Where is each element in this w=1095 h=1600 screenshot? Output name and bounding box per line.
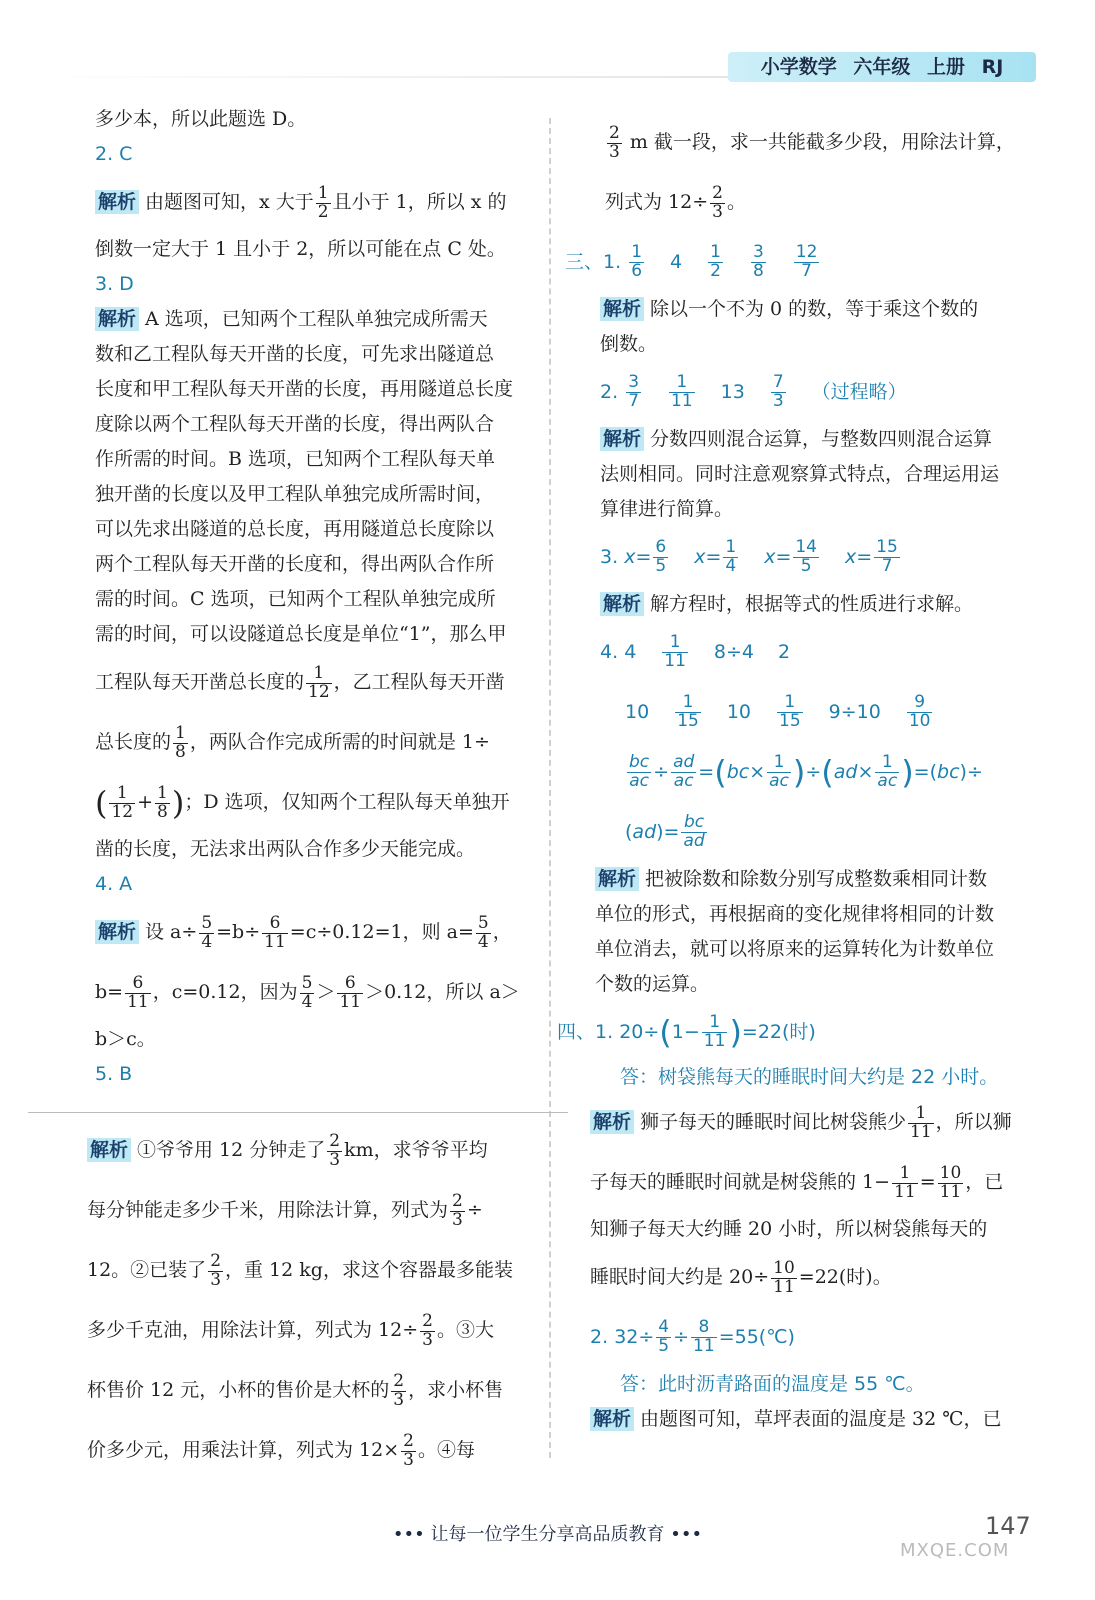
watermark: MXQE.COM — [900, 1540, 1010, 1561]
grade: 六年级 — [853, 56, 911, 78]
answer-3-4-row3: $\frac{bc}{ac}$ ÷ $\frac{ad}{ac}$ =(bc× $\frac{1}{ac}$ )÷(ad× $\frac{1}{ac}$ )=(bc)÷ — [629, 752, 983, 792]
text-line: 倒数。 — [600, 333, 658, 355]
answer-2: 2. C — [95, 143, 133, 165]
header-badge — [728, 52, 1036, 82]
column-divider — [549, 118, 551, 1458]
fraction: $\frac{1}{11}$ — [910, 1102, 932, 1142]
text-line: 12。②已装了 $\frac{2}{3}$ ，重 12 kg，求这个容器最多能装 — [87, 1250, 513, 1290]
text-line: 算律进行简算。 — [600, 498, 734, 520]
text-line: 作所需的时间。B 选项，已知两个工程队每天单 — [95, 448, 496, 470]
text-line: 总长度的 $\frac{1}{8}$ ，两队合作完成所需的时间就是 1÷ — [95, 722, 490, 762]
text-line: 凿的长度，无法求出两队合作多少天能完成。 — [95, 838, 476, 860]
fraction: $\frac{2}{3}$ — [329, 1130, 341, 1170]
text-line: 工程队每天开凿总长度的 $\frac{1}{12}$ ，乙工程队每天开凿 — [95, 662, 505, 702]
answer-3-4-row4: (ad)= $\frac{bc}{ad}$ — [625, 812, 705, 851]
header-rule — [28, 76, 728, 78]
text-line: 多少本，所以此题选 D。 — [95, 108, 307, 130]
analysis-4-1: 解析 狮子每天的睡眠时间比树袋熊少 $\frac{1}{11}$ ，所以狮 — [565, 1092, 1040, 1152]
text-line: 知狮子每天大约睡 20 小时，所以树袋熊每天的 — [590, 1218, 988, 1240]
fraction: $\frac{2}{3}$ — [712, 182, 723, 222]
answer-3-1: 三、1. $\frac{1}{6}$ 4 $\frac{1}{2}$ $\frac{3}{8}$ $\frac{12}{7}$ — [565, 242, 818, 281]
answer-4-2-reply: 答：此时沥青路面的温度是 55 ℃。 — [620, 1373, 925, 1395]
answer-3: 3. D — [95, 273, 134, 295]
fraction: $\frac{5}{4}$ — [477, 912, 489, 952]
fraction: $\frac{6}{11}$ — [127, 972, 149, 1012]
text-line: 睡眠时间大约是 20÷ $\frac{10}{11}$ =22(时)。 — [590, 1257, 892, 1297]
analysis-4: 解析 设 a÷ $\frac{5}{4}$ =b÷ $\frac{6}{11}$ =c÷0.12=1，则 a= $\frac{5}{4}$ ， — [95, 902, 530, 962]
analysis-3-4: 解析 把被除数和除数分别写成整数乘相同计数 — [565, 862, 1040, 897]
fraction: $\frac{2}{3}$ — [609, 122, 620, 162]
answer-4-1: 四、1. 20÷(1− $\frac{1}{11}$ )=22(时) — [557, 1012, 816, 1052]
text-line: 子每天的睡眠时间就是树袋熊的 1− $\frac{1}{11}$ = $\frac{10}{11}$ ，已 — [590, 1162, 1004, 1202]
text-line: 度除以两个工程队每天开凿的长度，得出两队合 — [95, 413, 495, 435]
fraction: $\frac{2}{3}$ — [422, 1310, 433, 1350]
analysis-label: 解析 — [595, 867, 639, 891]
answer-3-2: 2. $\frac{3}{7}$ $\frac{1}{11}$ 13 $\frac{7}{3}$ （过程略） — [600, 372, 907, 411]
subject: 小学数学 — [760, 56, 837, 78]
text-line: ( $\frac{1}{12}$ + $\frac{1}{8}$ )；D 选项，仅知两个工程队每天单独开 — [95, 782, 510, 822]
fraction: $\frac{6}{11}$ — [339, 972, 362, 1012]
answer-3-3: 3. x= $\frac{6}{5}$ x= $\frac{1}{4}$ x= $\frac{14}{5}$ x= $\frac{15}{7}$ — [600, 537, 898, 576]
fraction: $\frac{10}{11}$ — [939, 1162, 962, 1202]
analysis-label: 解析 — [87, 1138, 131, 1162]
text-line: 法则相同。同时注意观察算式特点，合理运用运 — [600, 463, 1000, 485]
page-number: 147 — [985, 1512, 1031, 1540]
text-line: 多少千克油，用除法计算，列式为 12÷ $\frac{2}{3}$ 。③大 — [87, 1310, 494, 1350]
analysis-label: 解析 — [95, 920, 139, 944]
fraction: $\frac{2}{3}$ — [210, 1250, 222, 1290]
analysis-3-2: 解析 分数四则混合运算，与整数四则混合运算 — [565, 422, 1040, 457]
text-line: b＞c。 — [95, 1028, 156, 1050]
fraction: $\frac{6}{11}$ — [264, 912, 286, 952]
fraction: $\frac{10}{11}$ — [773, 1257, 795, 1297]
text-line: 个数的运算。 — [595, 973, 710, 995]
text-line: 需的时间。C 选项，已知两个工程队单独完成所 — [95, 588, 496, 610]
text-line: 数和乙工程队每天开凿的长度，可先求出隧道总 — [95, 343, 495, 365]
text-line: 可以先求出隧道的总长度，再用隧道总长度除以 — [95, 518, 495, 540]
text-line: 独开凿的长度以及甲工程队单独完成所需时间， — [95, 483, 495, 505]
fraction: $\frac{1}{12}$ — [111, 782, 134, 822]
text-line: 列式为 12÷ $\frac{2}{3}$ 。 — [605, 182, 746, 222]
text-line: 每分钟能走多少千米，用除法计算，列式为 $\frac{2}{3}$ ÷ — [87, 1190, 483, 1230]
analysis-label: 解析 — [95, 307, 139, 331]
analysis-label: 解析 — [600, 297, 644, 321]
text-line: 长度和甲工程队每天开凿的长度，再用隧道总长度 — [95, 378, 514, 400]
answer-4-1-reply: 答：树袋熊每天的睡眠时间大约是 22 小时。 — [620, 1066, 999, 1088]
answer-4: 4. A — [95, 873, 133, 895]
analysis-label: 解析 — [600, 427, 644, 451]
answer-5: 5. B — [95, 1063, 133, 1085]
text-line: b= $\frac{6}{11}$ ，c=0.12，因为 $\frac{5}{4}$ ＞ $\frac{6}{11}$ ＞0.12，所以 a＞ — [95, 972, 520, 1012]
text-line: $\frac{2}{3}$ m 截一段，求一共能截多少段，用除法计算， — [609, 122, 1015, 162]
left-column-lower — [87, 1120, 527, 1480]
text-line: 倒数一定大于 1 且小于 2，所以可能在点 C 处。 — [95, 238, 506, 260]
answer-3-4: 4. 4 $\frac{1}{11}$ 8÷4 2 — [600, 632, 791, 671]
fraction: $\frac{5}{4}$ — [301, 972, 313, 1012]
text-line: 需的时间，可以设隧道总长度是单位“1”，那么甲 — [95, 623, 507, 645]
analysis-label: 解析 — [590, 1407, 634, 1431]
analysis-label: 解析 — [95, 190, 139, 214]
section-rule — [28, 1112, 568, 1113]
analysis-2: 解析 由题图可知，x 大于 $\frac{1}{2}$ 且小于 1，所以 x 的 — [95, 172, 530, 232]
analysis-label: 解析 — [590, 1110, 634, 1134]
left-column — [95, 102, 530, 1092]
edition: RJ — [981, 56, 1004, 78]
analysis-3-1: 解析 除以一个不为 0 的数，等于乘这个数的 — [565, 292, 1040, 327]
term: 上册 — [926, 56, 965, 78]
answer-3-4-row2: 10 $\frac{1}{15}$ 10 $\frac{1}{15}$ 9÷10 $\frac{9}{10}$ — [625, 692, 931, 731]
fraction: $\frac{1}{8}$ — [157, 782, 168, 822]
fraction: $\frac{1}{11}$ — [894, 1162, 916, 1202]
analysis-3: 解析 A 选项，已知两个工程队单独完成所需天 — [95, 302, 530, 337]
footer-slogan: ••• 让每一位学生分享高品质教育 ••• — [392, 1524, 703, 1545]
fraction: $\frac{2}{3}$ — [403, 1430, 414, 1470]
right-column — [557, 112, 1040, 1437]
analysis-label: 解析 — [600, 592, 644, 616]
fraction: $\frac{2}{3}$ — [452, 1190, 463, 1230]
analysis-3-3: 解析 解方程时，根据等式的性质进行求解。 — [565, 587, 1040, 622]
answer-4-2: 2. 32÷ $\frac{4}{5}$ ÷ $\frac{8}{11}$ =55(℃) — [590, 1317, 795, 1356]
analysis-4-2: 解析 由题图可知，草坪表面的温度是 32 ℃，已 — [565, 1402, 1040, 1437]
fraction: $\frac{2}{3}$ — [393, 1370, 405, 1410]
fraction: $\frac{5}{4}$ — [201, 912, 213, 952]
analysis-5: 解析 ①爷爷用 12 分钟走了 $\frac{2}{3}$ km，求爷爷平均 — [87, 1120, 527, 1180]
text-line: 单位的形式，再根据商的变化规律将相同的计数 — [595, 903, 995, 925]
text-line: 价多少元，用乘法计算，列式为 12× $\frac{2}{3}$ 。④每 — [87, 1430, 475, 1470]
fraction: $\frac{1}{12}$ — [308, 662, 330, 702]
fraction: $\frac{1}{2}$ — [317, 182, 329, 222]
text-line: 两个工程队每天开凿的长度和，得出两队合作所 — [95, 553, 495, 575]
text-line: 单位消去，就可以将原来的运算转化为计数单位 — [595, 938, 995, 960]
text-line: 杯售价 12 元，小杯的售价是大杯的 $\frac{2}{3}$ ，求小杯售 — [87, 1370, 504, 1410]
fraction: $\frac{1}{8}$ — [175, 722, 186, 762]
